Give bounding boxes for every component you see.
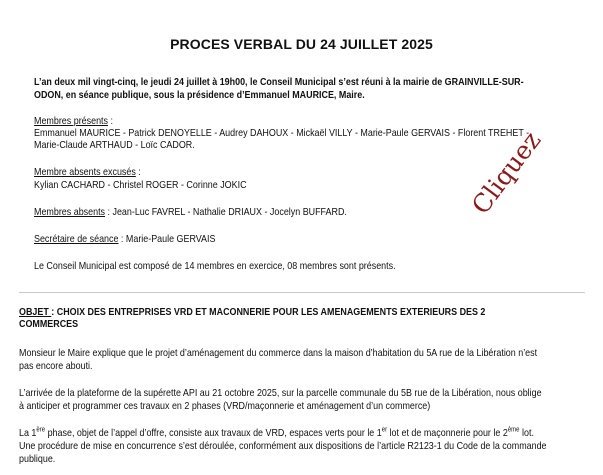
excused-label: Membre absents excusés	[34, 167, 136, 178]
divider	[19, 292, 585, 293]
para2-line-2: à anticiper et programmer ces travaux en 2 phases (VRD/maçonnerie et aménagement d’un commerce)	[19, 401, 431, 412]
excused-line: Kylian CACHARD - Christel ROGER - Corinne JOKIC	[34, 180, 247, 191]
para1-line-2: pas encore abouti.	[19, 361, 93, 372]
excused-suffix: :	[135, 167, 141, 178]
document-title: PROCES VERBAL DU 24 JUILLET 2025	[170, 36, 433, 52]
objet-line-1	[19, 306, 485, 319]
intro-line-1: L’an deux mil vingt-cinq, le jeudi 24 juillet à 19h00, le Conseil Municipal s’est réuni à la mairie de GRAINVILLE-SUR-	[34, 77, 524, 88]
objet-text: : CHOIX DES ENTREPRISES VRD ET MACONNERIE POUR LES AMENAGEMENTS EXTERIEURS DES 2	[51, 307, 486, 318]
para3-line-3: publique.	[19, 454, 56, 465]
para3-text-b: phase, objet de l’appel d’offre, consiste aux travaux de VRD, espaces verts pour le 1	[45, 428, 382, 439]
para3-sup-2: er	[381, 426, 388, 434]
objet-line-2: COMMERCES	[19, 319, 79, 330]
intro-line-2: ODON, en séance publique, sous la présidence d’Emmanuel MAURICE, Maire.	[34, 90, 365, 101]
para3-line-2: Une procédure de mise en concurrence s’est déroulée, conformément aux dispositions de l’article R2123-1 du Code de la commande	[19, 441, 547, 452]
para3-sup-1: ère	[36, 426, 46, 434]
para3-line-1	[19, 427, 534, 440]
para3-text-d: lot.	[519, 428, 534, 439]
para3-text-c: lot et de maçonnerie pour le 2	[387, 428, 508, 439]
absent-line	[34, 206, 347, 219]
absent-text: : Jean-Luc FAVREL - Nathalie DRIAUX - Jocelyn BUFFARD.	[105, 207, 347, 218]
composition-line: Le Conseil Municipal est composé de 14 membres en exercice, 08 membres sont présents.	[34, 261, 396, 272]
cliquez-link[interactable]: Cliquez	[466, 125, 547, 220]
para3-text-a: La 1	[19, 428, 37, 439]
secretary-line	[34, 233, 215, 246]
excused-heading	[34, 166, 141, 179]
present-label: Membres présents	[34, 116, 109, 127]
present-line-2: Marie-Claude ARTHAUD - Loïc CADOR.	[34, 140, 195, 151]
absent-label: Membres absents	[34, 207, 106, 218]
para1-line-1: Monsieur le Maire explique que le projet d’aménagement du commerce dans la maison d’habitation du 5A rue de la Libération n’est	[19, 348, 538, 359]
present-suffix: :	[108, 116, 113, 127]
secretary-text: : Marie-Paule GERVAIS	[118, 234, 216, 245]
objet-label: OBJET	[19, 307, 52, 318]
para3-sup-3: ème	[507, 426, 520, 434]
para2-line-1: L’arrivée de la plateforme de la supérette API au 21 octobre 2025, sur la parcelle communale du 5B rue de la Libération, nous oblige	[19, 388, 542, 399]
present-line-1: Emmanuel MAURICE - Patrick DENOYELLE - Audrey DAHOUX - Mickaël VILLY - Marie-Paule GERVAIS - Florent TREHET -	[34, 128, 530, 139]
secretary-label: Secrétaire de séance	[34, 234, 119, 245]
